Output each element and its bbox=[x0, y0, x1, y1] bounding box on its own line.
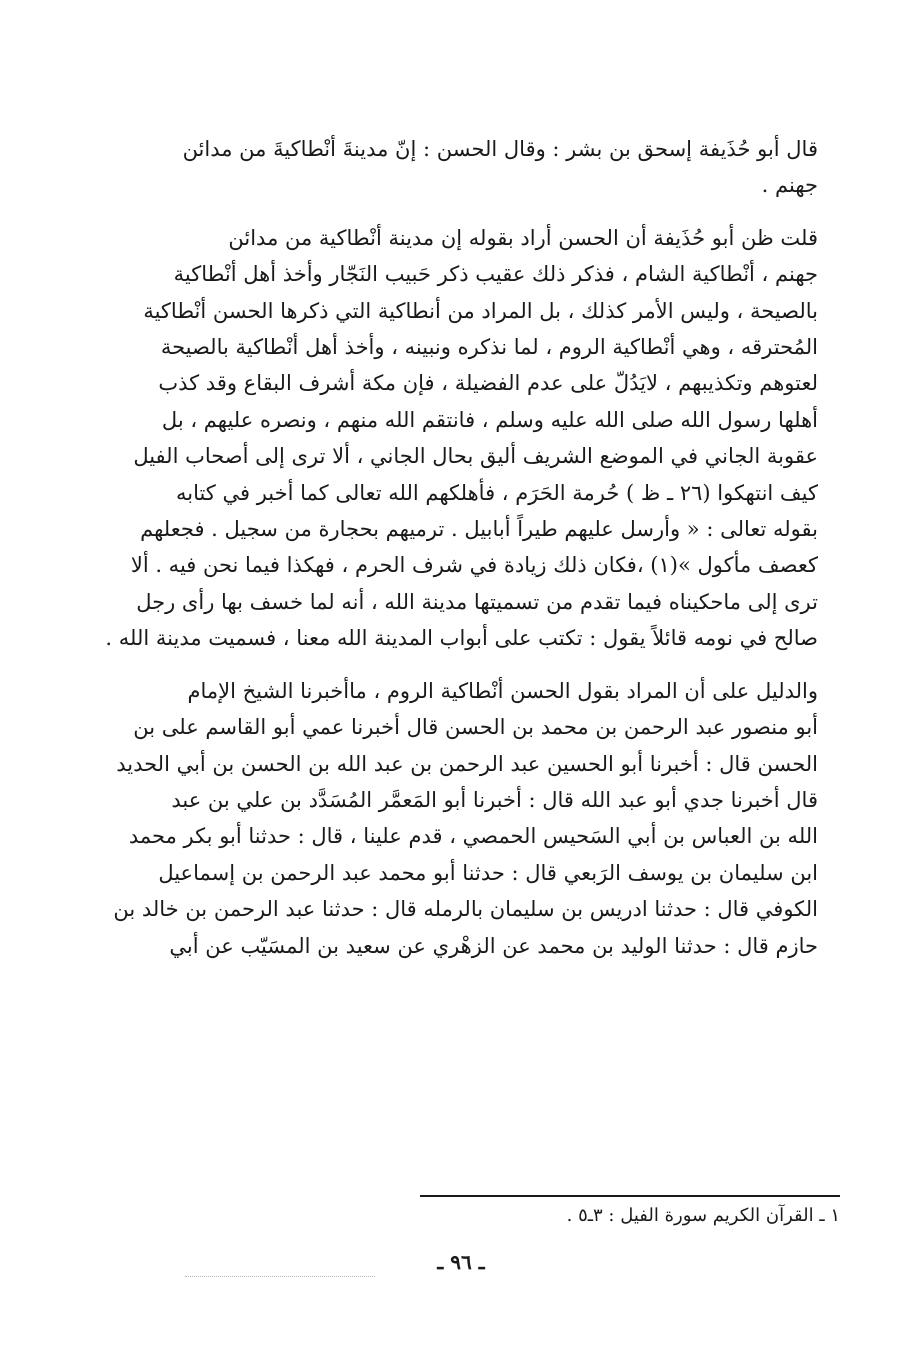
text-line: أبو منصور عبد الرحمن بن محمد بن الحسن قال أخبرنا عمي أبو القاسم على بن bbox=[133, 715, 818, 740]
text-line: صالح في نومه قائلاً يقول : تكتب على أبواب المدينة الله معنا ، فسميت مدينة الله . bbox=[105, 626, 818, 651]
paragraph-3 bbox=[96, 673, 818, 964]
text-line: الله بن العباس بن أبي السَحيس الحمصي ، قدم علينا ، قال : حدثنا أبو بكر محمد bbox=[128, 824, 818, 849]
paragraph-2 bbox=[96, 220, 818, 657]
text-line: بقوله تعالى : « وأرسل عليهم طيراً أبابيل . ترميهم بحجارة من سجيل . فجعلهم bbox=[140, 517, 818, 542]
footnote: ١ ـ القرآن الكريم سورة الفيل : ٣ـ٥ . bbox=[566, 1205, 840, 1226]
text-line: والدليل على أن المراد بقول الحسن أنْطاكية الروم ، ماأخبرنا الشيخ الإمام bbox=[187, 678, 818, 703]
text-line: كيف انتهكوا (٢٦ ـ ظ ) حُرمة الحَرَم ، فأهلكهم الله تعالى كما أخبر في كتابه bbox=[175, 480, 818, 505]
text-line: كعصف مأكول »(١) ،فكان ذلك زيادة في شرف الحرم ، فهكذا فيما نحن فيه . ألا bbox=[130, 553, 818, 578]
paragraph-1 bbox=[96, 131, 818, 204]
text-line: عقوبة الجاني في الموضع الشريف أليق بحال الجاني ، ألا ترى إلى أصحاب الفيل bbox=[133, 444, 818, 469]
text-line: جهنم . bbox=[761, 173, 818, 198]
body-text bbox=[96, 131, 818, 980]
text-line: ابن سليمان بن يوسف الرَبعي قال : حدثنا أبو محمد عبد الرحمن بن إسماعيل bbox=[158, 860, 818, 885]
text-line: قال أخبرنا جدي أبو عبد الله قال : أخبرنا أبو المَعمَّر المُسَدَّد بن علي بن عبد bbox=[171, 787, 818, 812]
text-line: قلت ظن أبو حُذَيفة أن الحسن أراد بقوله إن مدينة أنْطاكية من مدائن bbox=[228, 225, 818, 250]
footnote-divider bbox=[420, 1195, 840, 1197]
text-line: قال أبو حُذَيفة إسحق بن بشر : وقال الحسن : إنّ مدينةَ أنْطاكيةَ من مدائن bbox=[182, 137, 818, 161]
text-line: أهلها رسول الله صلى الله عليه وسلم ، فانتقم الله منهم ، ونصره عليهم ، بل bbox=[161, 407, 818, 432]
scan-artifact bbox=[185, 1276, 375, 1277]
text-line: المُحترقه ، وهي أنْطاكية الروم ، لما نذكره ونبينه ، وأخذ أهل أنْطاكية بالصيحة bbox=[160, 335, 818, 360]
text-line: حازم قال : حدثنا الوليد بن محمد عن الزهْري عن سعيد بن المسَيّب عن أبي bbox=[169, 933, 818, 958]
page-number: ـ ٩٦ ـ bbox=[437, 1250, 485, 1274]
text-line: لعتوهم وتكذيبهم ، لايَدُلّ على عدم الفضيلة ، فإن مكة أشرف البقاع وقد كذب bbox=[158, 371, 818, 396]
text-line: ترى إلى ماحكيناه فيما تقدم من تسميتها مدينة الله ، أنه لما خسف بها رأى رجل bbox=[136, 589, 818, 614]
text-line: الحسن قال : أخبرنا أبو الحسين عبد الرحمن بن عبد الله بن الحسن بن أبي الحديد bbox=[116, 751, 818, 776]
text-line: جهنم ، أنْطاكية الشام ، فذكر ذلك عقيب ذكر حَبيب النَجّار وأخذ أهل أنْطاكية bbox=[173, 262, 818, 287]
text-line: الكوفي قال : حدثنا ادريس بن سليمان بالرمله قال : حدثنا عبد الرحمن بن خالد بن bbox=[113, 897, 818, 922]
text-line: بالصيحة ، وليس الأمر كذلك ، بل المراد من أنطاكية التي ذكرها الحسن أنْطاكية bbox=[143, 298, 818, 323]
